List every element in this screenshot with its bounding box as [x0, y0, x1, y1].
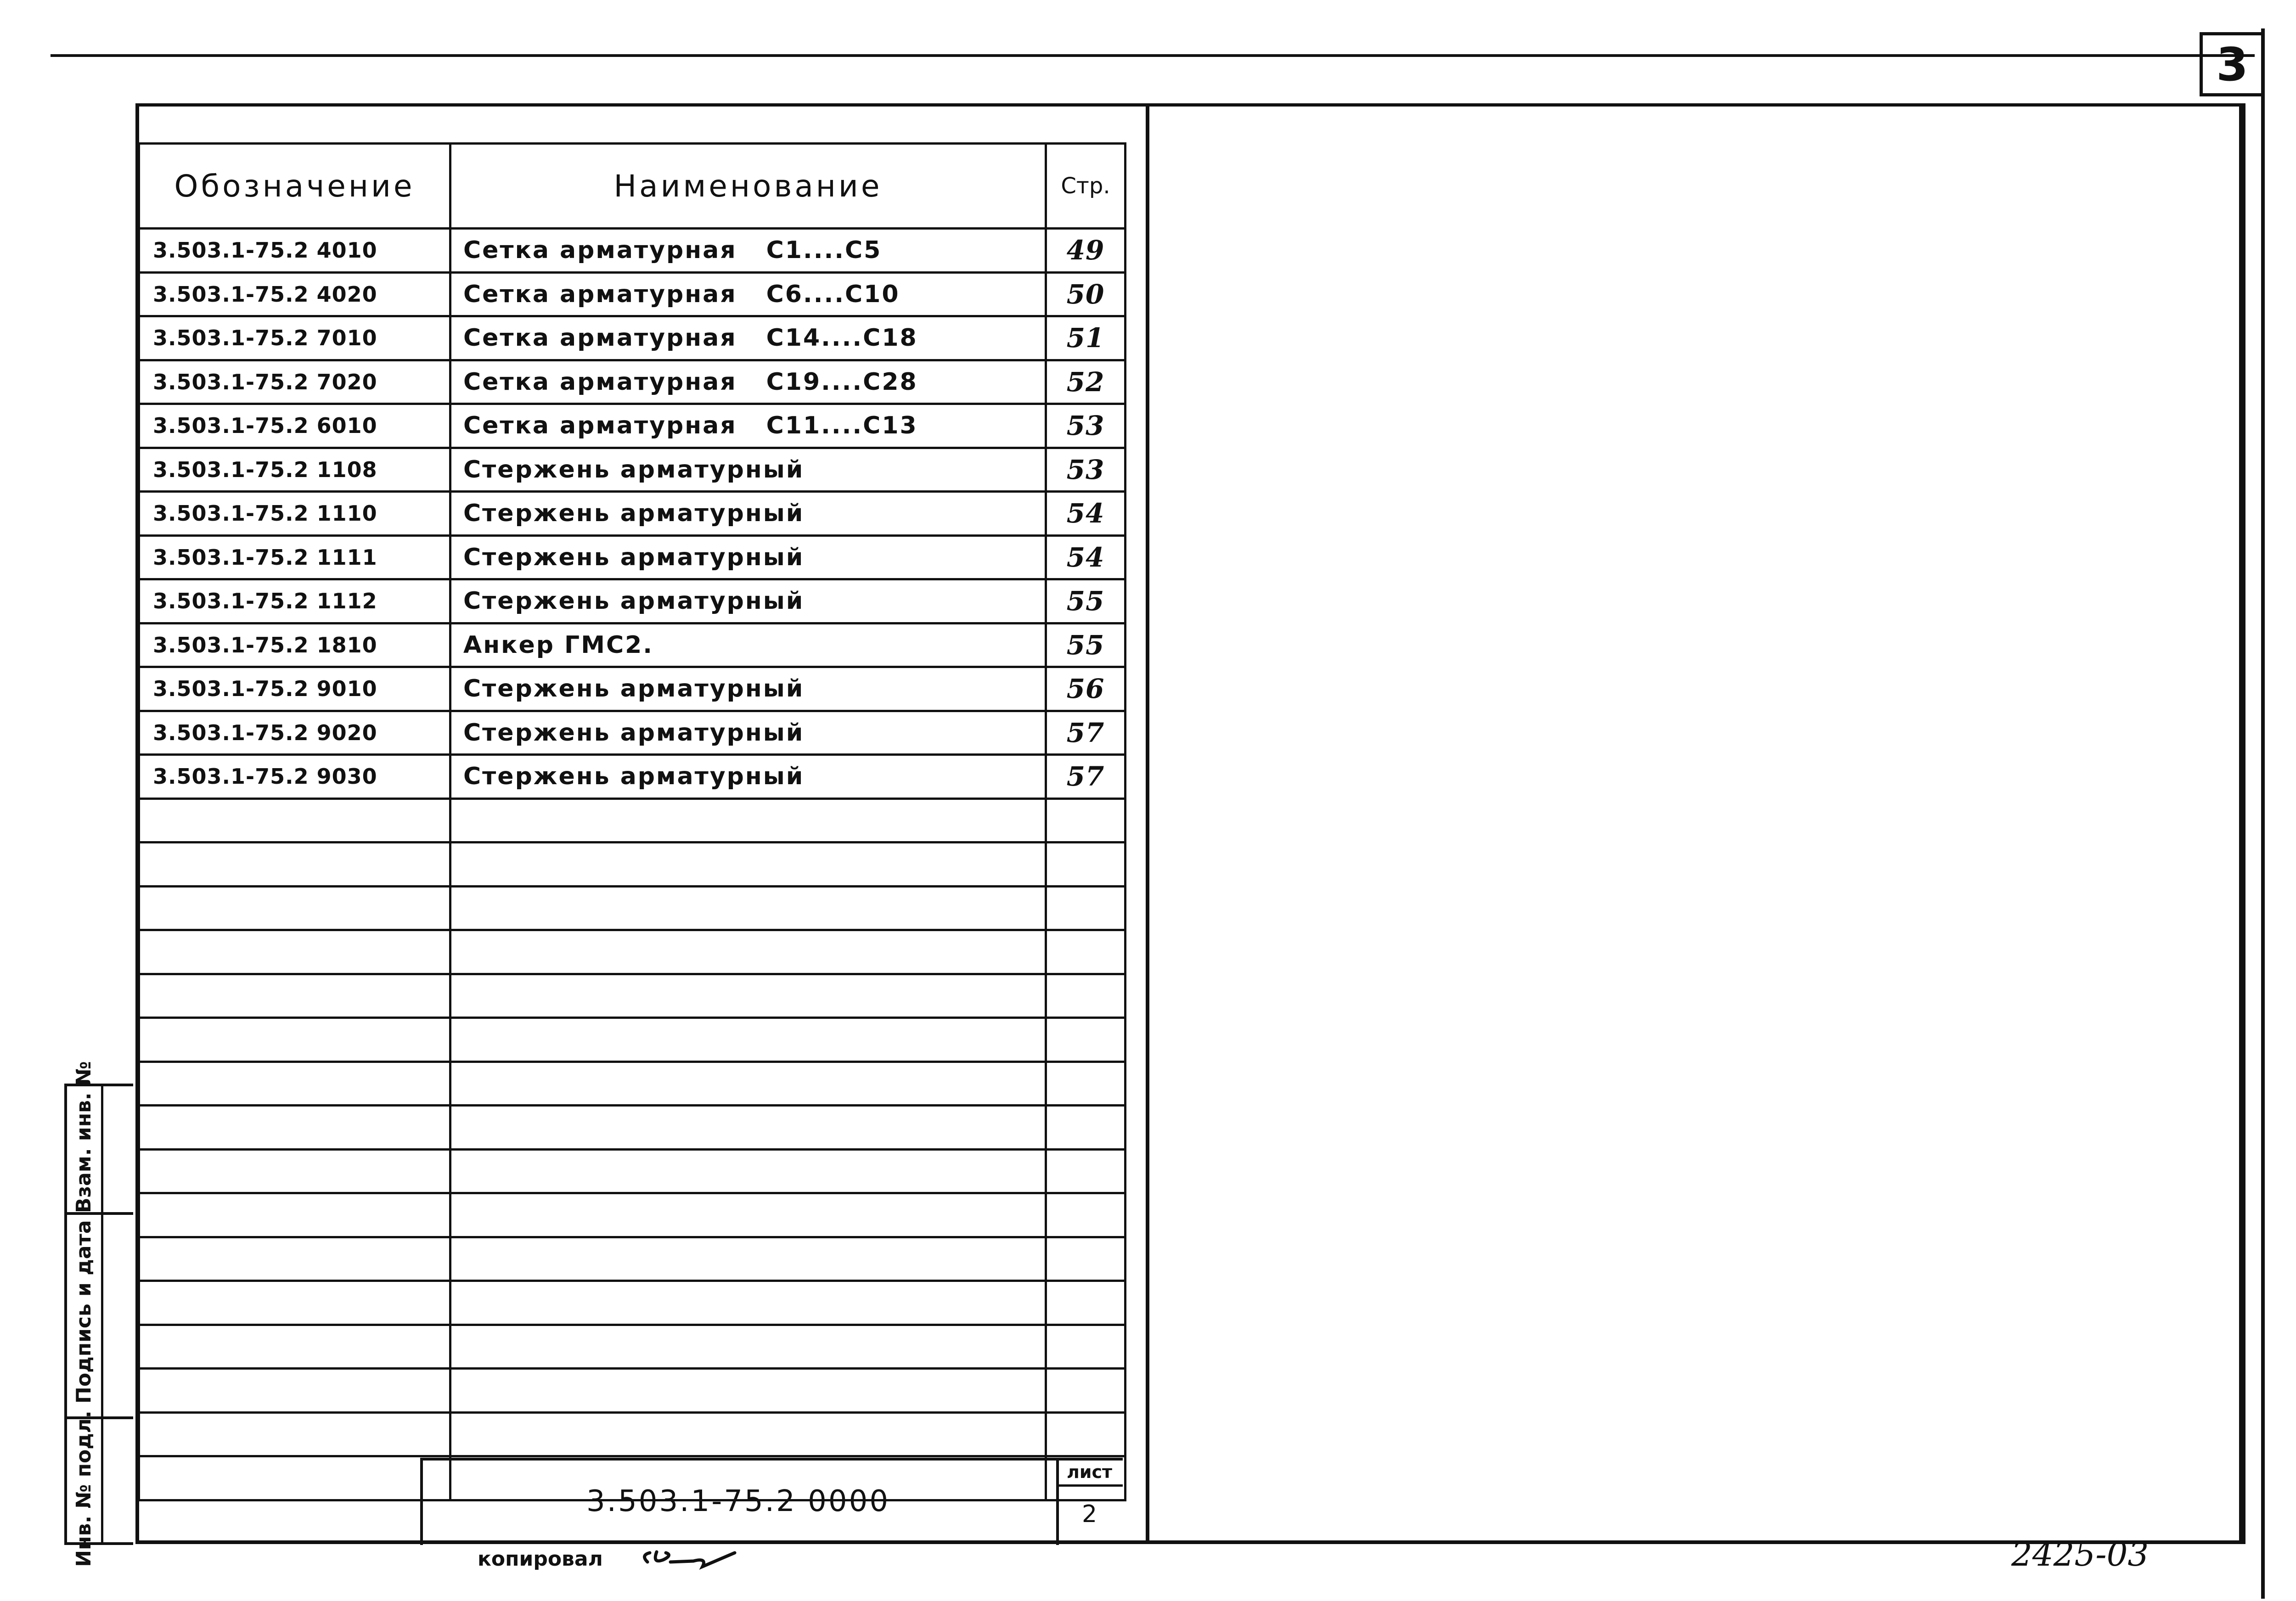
- item-name: Стержень арматурный: [463, 543, 805, 571]
- cell-page: 51: [1046, 316, 1125, 360]
- cell-page: 53: [1046, 404, 1125, 448]
- table-row: [139, 316, 1125, 360]
- table-row: [139, 448, 1125, 492]
- cell-name: [450, 1018, 1046, 1062]
- item-name: Стержень арматурный: [463, 455, 805, 483]
- cell-designation: [139, 930, 450, 974]
- cell-page: 55: [1046, 623, 1125, 667]
- stamp-label: Инв. № подл. Подпись и дата Взам. инв. №: [72, 1061, 96, 1567]
- cell-name: [450, 886, 1046, 930]
- item-range: С14....С18: [766, 324, 918, 352]
- table-row: [139, 1149, 1125, 1193]
- item-name: Стержень арматурный: [463, 675, 805, 703]
- cell-name: [450, 229, 1046, 273]
- cell-name: [450, 623, 1046, 667]
- item-name: Стержень арматурный: [463, 500, 805, 528]
- cell-designation: [139, 886, 450, 930]
- table-header-row: [139, 144, 1125, 229]
- cell-page: 54: [1046, 492, 1125, 536]
- cell-designation: [139, 1281, 450, 1325]
- cell-page: [1046, 974, 1125, 1018]
- item-name: Сетка арматурная: [463, 324, 737, 352]
- cell-designation: [139, 1106, 450, 1150]
- sheet-number: 3: [2200, 32, 2262, 96]
- cell-page: 54: [1046, 535, 1125, 579]
- archive-number: 2425-03: [2011, 1535, 2149, 1573]
- cell-name: [450, 930, 1046, 974]
- cell-page: [1046, 1237, 1125, 1281]
- cell-name: [450, 579, 1046, 624]
- table-row: [139, 579, 1125, 624]
- cell-page: [1046, 930, 1125, 974]
- table-row: [139, 711, 1125, 755]
- cell-page: [1046, 798, 1125, 843]
- cell-page: [1046, 1412, 1125, 1456]
- header-name: Наименование: [450, 144, 1046, 229]
- table-row: [139, 272, 1125, 316]
- cell-page: [1046, 1018, 1125, 1062]
- cell-name: [450, 1325, 1046, 1369]
- cell-designation: 3.503.1-75.2 1110: [139, 492, 450, 536]
- cell-name: [450, 448, 1046, 492]
- table-row: [139, 535, 1125, 579]
- table-row: [139, 843, 1125, 887]
- table-body: [139, 229, 1125, 1500]
- cell-designation: [139, 843, 450, 887]
- cell-designation: [139, 1018, 450, 1062]
- table-row: [139, 667, 1125, 711]
- cell-page: [1046, 1281, 1125, 1325]
- cell-name: [450, 1281, 1046, 1325]
- table-row: [139, 1237, 1125, 1281]
- cell-designation: 3.503.1-75.2 1108: [139, 448, 450, 492]
- cell-page: [1046, 1193, 1125, 1237]
- sheet-label: лист: [1056, 1459, 1123, 1487]
- cell-page: 53: [1046, 448, 1125, 492]
- cell-designation: [139, 974, 450, 1018]
- cell-name: [450, 404, 1046, 448]
- cell-designation: [139, 1412, 450, 1456]
- cell-designation: 3.503.1-75.2 4010: [139, 229, 450, 273]
- table-row: [139, 1412, 1125, 1456]
- cell-designation: 3.503.1-75.2 6010: [139, 404, 450, 448]
- cell-name: [450, 711, 1046, 755]
- cell-designation: [139, 1193, 450, 1237]
- cell-designation: 3.503.1-75.2 1112: [139, 579, 450, 624]
- cell-page: 50: [1046, 272, 1125, 316]
- item-name: Стержень арматурный: [463, 763, 805, 791]
- cell-page: [1046, 886, 1125, 930]
- cell-page: 52: [1046, 360, 1125, 404]
- cell-page: [1046, 1325, 1125, 1369]
- cell-name: [450, 843, 1046, 887]
- cell-page: [1046, 843, 1125, 887]
- cell-name: [450, 1062, 1046, 1106]
- cell-name: [450, 1193, 1046, 1237]
- top-rule: [51, 54, 2255, 57]
- header-page: Стр.: [1046, 144, 1125, 229]
- cell-page: [1046, 1369, 1125, 1413]
- item-name: Анкер ГМС2.: [463, 631, 654, 659]
- cell-designation: [139, 1062, 450, 1106]
- right-edge-line: [2261, 28, 2265, 1599]
- cell-designation: [139, 798, 450, 843]
- table-row: [139, 360, 1125, 404]
- cell-designation: 3.503.1-75.2 1810: [139, 623, 450, 667]
- cell-name: [450, 272, 1046, 316]
- cell-page: [1046, 1106, 1125, 1150]
- table-row: [139, 1106, 1125, 1150]
- item-name: Стержень арматурный: [463, 719, 805, 747]
- cell-name: [450, 1369, 1046, 1413]
- table-row: [139, 1018, 1125, 1062]
- table-row: [139, 1193, 1125, 1237]
- item-range: С6....С10: [766, 280, 900, 308]
- table-row: [139, 1281, 1125, 1325]
- item-range: С11....С13: [766, 412, 918, 440]
- cell-designation: 3.503.1-75.2 7020: [139, 360, 450, 404]
- cell-page: [1046, 1149, 1125, 1193]
- cell-name: [450, 667, 1046, 711]
- cell-name: [450, 316, 1046, 360]
- cell-name: [450, 974, 1046, 1018]
- cell-designation: [139, 1369, 450, 1413]
- cell-name: [450, 1412, 1046, 1456]
- table-row: [139, 886, 1125, 930]
- item-name: Сетка арматурная: [463, 236, 737, 264]
- cell-designation: 3.503.1-75.2 9020: [139, 711, 450, 755]
- item-range: С19....С28: [766, 368, 918, 396]
- table-row: [139, 930, 1125, 974]
- contents-table: [138, 142, 1126, 1501]
- center-divider: [1146, 103, 1149, 1544]
- cell-name: [450, 798, 1046, 843]
- cell-page: [1046, 1062, 1125, 1106]
- cell-name: [450, 1149, 1046, 1193]
- cell-designation: 3.503.1-75.2 1111: [139, 535, 450, 579]
- cell-designation: [139, 1149, 450, 1193]
- cell-name: [450, 492, 1046, 536]
- cell-name: [450, 535, 1046, 579]
- table-row: [139, 492, 1125, 536]
- document-code: 3.503.1-75.2 0000: [586, 1484, 890, 1518]
- item-name: Сетка арматурная: [463, 280, 737, 308]
- cell-name: [450, 1106, 1046, 1150]
- table-row: [139, 404, 1125, 448]
- cell-page: 57: [1046, 711, 1125, 755]
- table-row: [139, 229, 1125, 273]
- table-row: [139, 1062, 1125, 1106]
- cell-name: [450, 755, 1046, 799]
- item-range: С1....С5: [766, 236, 882, 264]
- cell-designation: [139, 1237, 450, 1281]
- item-name: Стержень арматурный: [463, 587, 805, 615]
- table-row: [139, 1325, 1125, 1369]
- cell-designation: 3.503.1-75.2 9010: [139, 667, 450, 711]
- table-row: [139, 974, 1125, 1018]
- cell-page: 49: [1046, 229, 1125, 273]
- sheet-value: 2: [1081, 1500, 1097, 1528]
- cell-designation: 3.503.1-75.2 9030: [139, 755, 450, 799]
- copied-by-label: копировал: [478, 1547, 603, 1571]
- cell-designation: 3.503.1-75.2 7010: [139, 316, 450, 360]
- signature-mark: [638, 1539, 744, 1576]
- table-row: [139, 798, 1125, 843]
- cell-page: 57: [1046, 755, 1125, 799]
- cell-designation: [139, 1456, 450, 1500]
- cell-name: [450, 360, 1046, 404]
- cell-page: 56: [1046, 667, 1125, 711]
- table-row: [139, 623, 1125, 667]
- table-row: [139, 1369, 1125, 1413]
- item-name: Сетка арматурная: [463, 412, 737, 440]
- cell-page: 55: [1046, 579, 1125, 624]
- cell-designation: 3.503.1-75.2 4020: [139, 272, 450, 316]
- header-designation: Обозначение: [139, 144, 450, 229]
- cell-designation: [139, 1325, 450, 1369]
- table-row: [139, 755, 1125, 799]
- cell-name: [450, 1237, 1046, 1281]
- item-name: Сетка арматурная: [463, 368, 737, 396]
